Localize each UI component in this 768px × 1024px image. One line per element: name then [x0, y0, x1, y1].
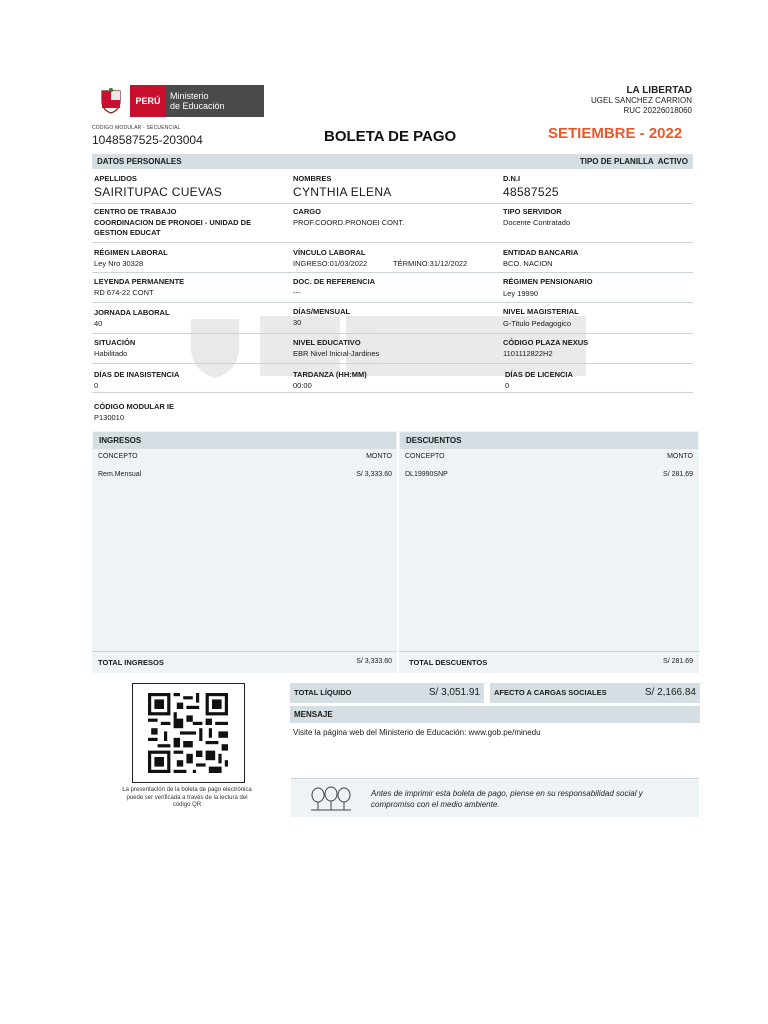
mensaje-title: MENSAJE: [294, 710, 333, 719]
cod-modular-label: CÓDIGO MODULAR IE: [94, 402, 174, 411]
situacion-value: Habilitado: [94, 349, 128, 358]
entidad-label: ENTIDAD BANCARIA: [503, 248, 579, 257]
dias-mensual-label: DÍAS/MENSUAL: [293, 307, 351, 316]
ingresos-row-concepto: Rem.Mensual: [98, 471, 142, 478]
tipo-servidor-label: TIPO SERVIDOR: [503, 207, 562, 216]
ugel-name: UGEL SANCHEZ CARRION: [590, 96, 692, 105]
entity-header: [591, 86, 692, 116]
trees-icon: [309, 786, 353, 812]
divider: [92, 333, 693, 334]
cod-modular-value: P130010: [94, 413, 125, 422]
eco-notice: [291, 778, 699, 817]
period-label: SETIEMBRE - 2022: [548, 125, 683, 142]
cargas-sociales-box: [490, 683, 700, 703]
divider: [92, 363, 693, 364]
dni-value: 48587525: [503, 185, 559, 199]
centro-label: CENTRO DE TRABAJO: [94, 207, 177, 216]
regimen-laboral-label: RÉGIMEN LABORAL: [94, 248, 168, 257]
codigo-label: CÓDIGO MODULAR - SECUENCIAL: [92, 125, 181, 131]
ministry-label: Ministerio de Educación: [166, 85, 264, 117]
leyenda-label: LEYENDA PERMANENTE: [94, 277, 185, 286]
ingresos-panel: [92, 431, 397, 673]
tardanza-value: 00:00: [293, 381, 312, 390]
vinculo-ingreso: INGRESO:01/03/2022: [293, 259, 368, 268]
plaza-label: CÓDIGO PLAZA NEXUS: [503, 338, 589, 347]
tardanza-label: TARDANZA (HH:MM): [293, 370, 367, 379]
ruc-number: RUC 20226018060: [623, 106, 692, 115]
planilla-type: TIPO DE PLANILLA ACTIVO: [579, 157, 688, 166]
mensaje-bar: [290, 706, 700, 723]
regimen-laboral-value: Ley Nro 30328: [94, 259, 144, 268]
personal-data-bar: [92, 154, 693, 169]
nivel-edu-value: EBR Nivel Inicial-Jardines: [293, 349, 380, 358]
ingresos-col-concepto: CONCEPTO: [98, 453, 138, 460]
coat-of-arms-icon: [92, 85, 130, 117]
eco-notice-text: Antes de imprimir esta boleta de pago, piense en su responsabilidad social y compromiso con el medio ambiente.: [371, 789, 643, 809]
licencia-value: 0: [505, 381, 510, 390]
personal-data-title: DATOS PERSONALES: [97, 157, 182, 166]
total-liquido-box: [290, 683, 484, 703]
inasistencia-label: DÍAS DE INASISTENCIA: [94, 370, 180, 379]
descuentos-row-concepto: DL19990SNP: [405, 471, 448, 478]
divider: [92, 242, 693, 243]
total-descuentos-value: S/ 281.69: [663, 658, 693, 665]
nivel-mag-label: NIVEL MAGISTERIAL: [503, 307, 579, 316]
codigo-value: 1048587525-203004: [92, 133, 203, 147]
regimen-pens-label: RÉGIMEN PENSIONARIO: [503, 277, 593, 286]
inasistencia-value: 0: [94, 381, 99, 390]
ingresos-title: INGRESOS: [93, 432, 396, 449]
qr-notice: La presentación de la boleta de pago electrónica puede ser verificada a través de la lectura del código QR: [122, 787, 252, 808]
apellidos-value: SAIRITUPAC CUEVAS: [94, 185, 223, 199]
entidad-value: BCO. NACION: [503, 259, 553, 268]
doc-ref-label: DOC. DE REFERENCIA: [293, 277, 376, 286]
descuentos-title: DESCUENTOS: [400, 432, 698, 449]
cargo-value: PROF.COORD.PRONOEI CONT.: [293, 218, 405, 227]
total-descuentos-label: TOTAL DESCUENTOS: [409, 658, 488, 667]
divider: [92, 272, 693, 273]
nivel-edu-label: NIVEL EDUCATIVO: [293, 338, 361, 347]
divider: [92, 302, 693, 303]
qr-code-icon: [148, 693, 228, 773]
nombres-value: CYNTHIA ELENA: [293, 185, 392, 199]
peru-label: PERÚ: [130, 85, 166, 117]
mensaje-text: Visite la página web del Ministerio de Educación: www.gob.pe/minedu: [293, 728, 541, 737]
regimen-pens-value: Ley 19990: [503, 289, 539, 298]
divider: [92, 392, 693, 393]
descuentos-col-monto: MONTO: [667, 453, 693, 460]
nombres-label: NOMBRES: [293, 174, 332, 183]
page-title: BOLETA DE PAGO: [324, 128, 457, 145]
divider: [92, 651, 397, 652]
total-ingresos-value: S/ 3,333.60: [356, 658, 392, 665]
minedu-logo: [92, 85, 264, 117]
divider: [92, 203, 693, 204]
leyenda-value: RD 674-22 CONT: [94, 288, 154, 297]
cargas-sociales-value: S/ 2,166.84: [644, 687, 696, 698]
cargas-sociales-label: AFECTO A CARGAS SOCIALES: [494, 688, 607, 697]
jornada-label: JORNADA LABORAL: [94, 308, 170, 317]
plaza-value: 1101112822H2: [503, 349, 553, 358]
doc-ref-value: ---: [293, 288, 301, 297]
ingresos-col-monto: MONTO: [366, 453, 392, 460]
jornada-value: 40: [94, 319, 103, 328]
vinculo-label: VÍNCULO LABORAL: [293, 248, 366, 257]
divider: [399, 651, 699, 652]
apellidos-label: APELLIDOS: [94, 174, 137, 183]
vinculo-termino: TÉRMINO:31/12/2022: [393, 259, 468, 268]
total-liquido-value: S/ 3,051.91: [428, 687, 480, 698]
dias-mensual-value: 30: [293, 318, 302, 327]
centro-value: COORDINACION DE PRONOEI - UNIDAD DE GESTION EDUCAT: [94, 218, 252, 237]
total-liquido-label: TOTAL LÍQUIDO: [294, 688, 352, 697]
dni-label: D.N.I: [503, 174, 521, 183]
cargo-label: CARGO: [293, 207, 321, 216]
descuentos-col-concepto: CONCEPTO: [405, 453, 445, 460]
licencia-label: DÍAS DE LICENCIA: [505, 370, 573, 379]
nivel-mag-value: G-Titulo Pedagogico: [503, 319, 572, 328]
qr-code-frame: [132, 683, 245, 783]
situacion-label: SITUACIÓN: [94, 338, 136, 347]
descuentos-row-monto: S/ 281.69: [663, 471, 693, 478]
total-ingresos-label: TOTAL INGRESOS: [98, 658, 164, 667]
ingresos-row-monto: S/ 3,333.60: [356, 471, 392, 478]
region-name: LA LIBERTAD: [626, 85, 692, 96]
descuentos-panel: [399, 431, 699, 673]
tipo-servidor-value: Docente Contratado: [503, 218, 571, 227]
